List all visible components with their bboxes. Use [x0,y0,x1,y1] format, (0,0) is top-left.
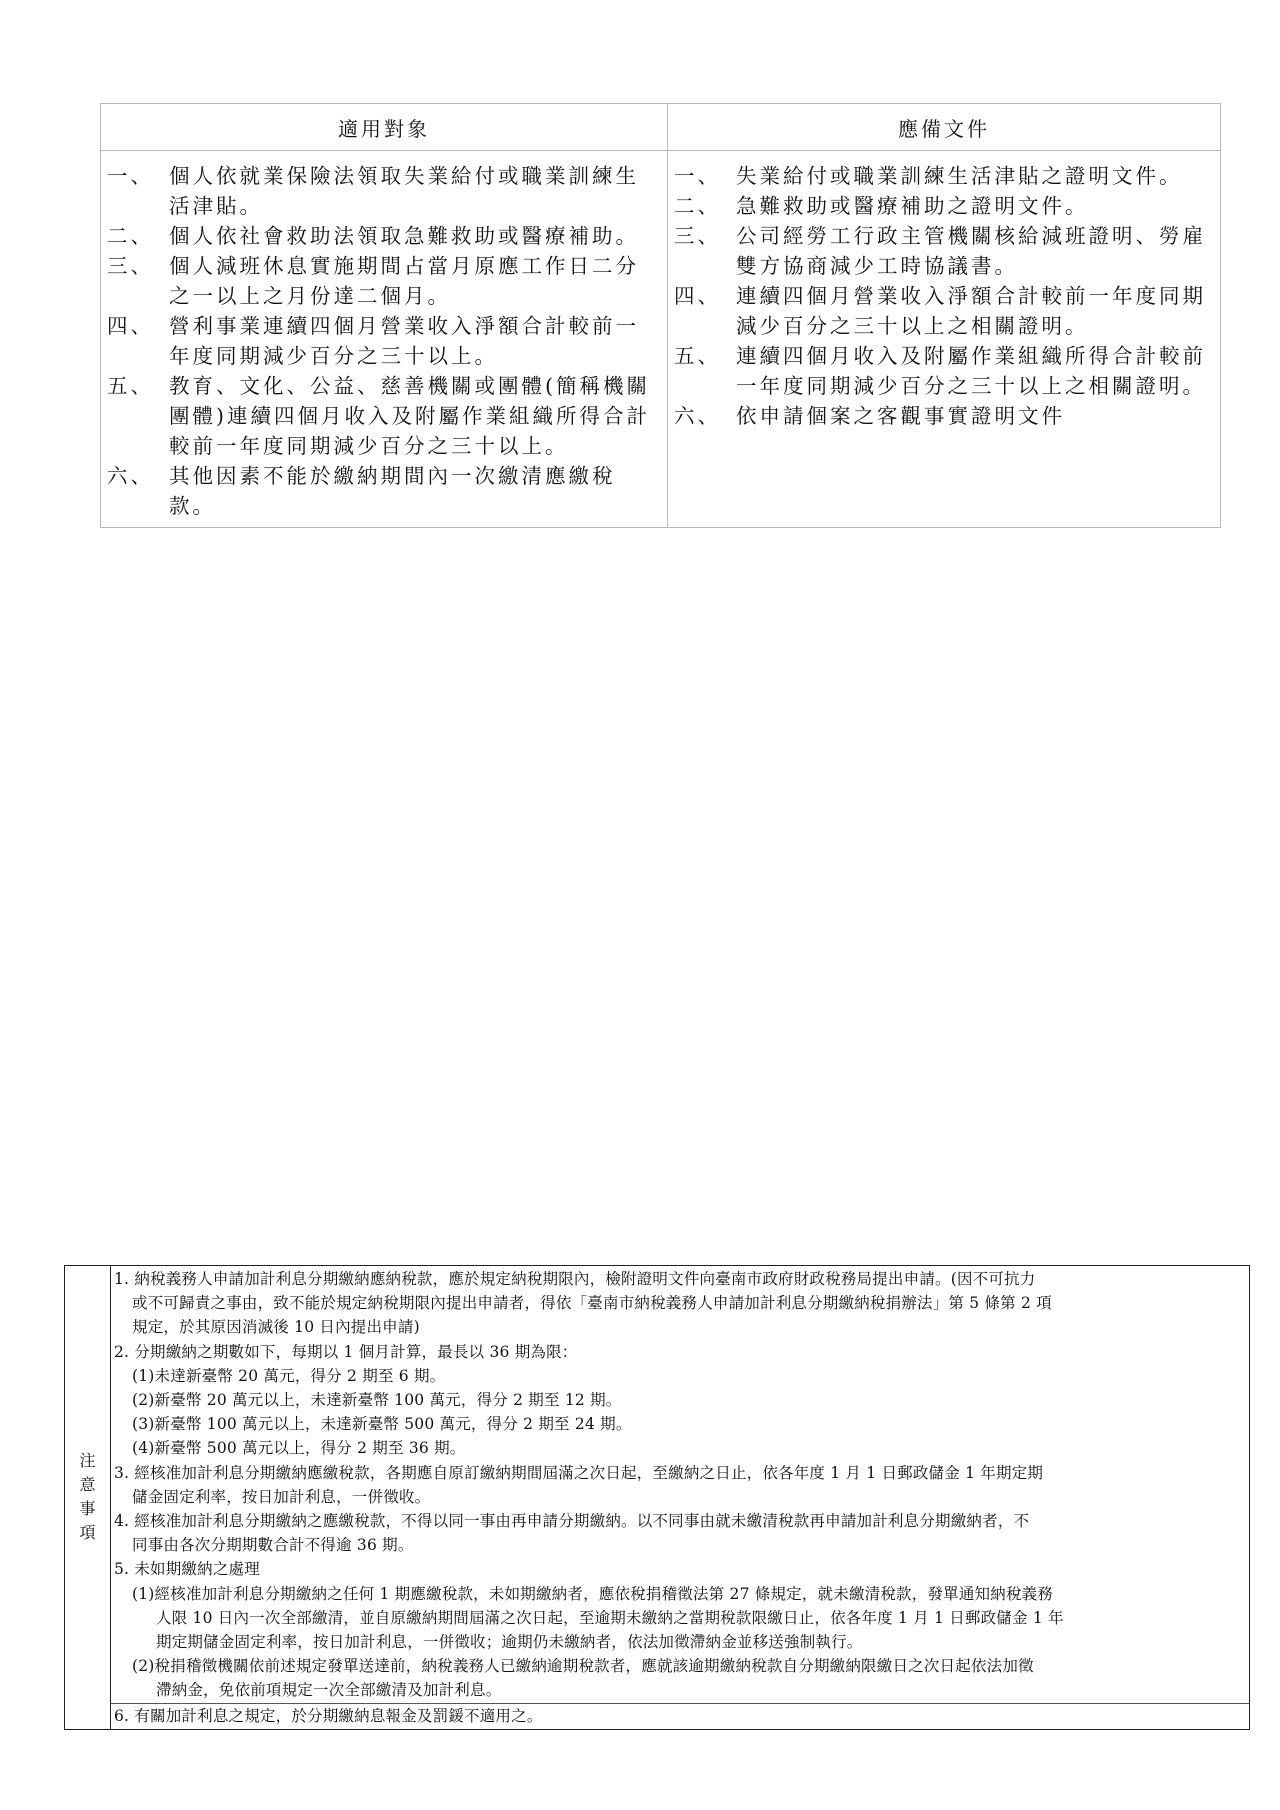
item-number: 三、 [107,254,154,278]
item-text: 急難救助或醫療補助之證明文件。 [736,194,1089,218]
item-number: 四、 [674,284,721,308]
item-number: 四、 [107,314,154,338]
item-text: 失業給付或職業訓練生活津貼之證明文件。 [736,164,1183,188]
header-applicable-subjects: 適用對象 [101,104,668,151]
note-line: 期定期儲金固定利率，按日加計利息，一併徵收；逾期仍未繳納者，依法加徵滯納金並移送強制執行。 [156,1633,863,1652]
item-text: 其他因素不能於繳納期間內一次繳清應繳稅款。 [169,464,616,518]
note-line: 規定，於其原因消滅後 10 日內提出申請) [132,1318,420,1337]
note-line: 1. 納稅義務人申請加計利息分期繳納應納稅款，應於規定納稅期限內，檢附證明文件向臺南市政府財政稅務局提出申請。(因不可抗力 [114,1270,1036,1288]
list-item [674,161,1214,191]
note-line: (2)新臺幣 20 萬元以上，未達新臺幣 100 萬元，得分 2 期至 12 期。 [132,1391,622,1410]
list-item [107,221,661,251]
item-number: 六、 [107,464,154,488]
list-item [674,341,1214,401]
item-text: 連續四個月營業收入淨額合計較前一年度同期減少百分之三十以上之相關證明。 [736,284,1206,338]
note-line: 6. 有關加計利息之規定，於分期繳納息報金及罰鍰不適用之。 [114,1706,543,1725]
note-line: 2. 分期繳納之期數如下，每期以 1 個月計算，最長以 36 期為限： [114,1342,578,1361]
list-item [107,371,661,461]
note-line: 4. 經核准加計利息分期繳納之應繳稅款，不得以同一事由再申請分期繳納。以不同事由就未繳清稅款再申請加計利息分期繳納者，不 [114,1512,1030,1531]
applicable-subjects-cell [101,151,668,528]
note-line: (1)經核准加計利息分期繳納之任何 1 期應繳稅款，未如期繳納者，應依稅捐稽徵法第 27 條規定，就未繳清稅款，發單通知納稅義務 [132,1584,1054,1603]
list-item [674,221,1214,281]
list-item [674,281,1214,341]
item-text: 連續四個月收入及附屬作業組織所得合計較前一年度同期減少百分之三十以上之相關證明。 [736,344,1206,398]
note-line: (4)新臺幣 500 萬元以上，得分 2 期至 36 期。 [132,1439,466,1458]
notes-label-char: 事 [79,1499,96,1519]
item-number: 二、 [674,194,721,218]
notes-content [111,1266,1250,1730]
item-text: 個人依就業保險法領取失業給付或職業訓練生活津貼。 [169,164,639,218]
notes-label-char: 意 [79,1475,96,1495]
header-required-documents: 應備文件 [668,104,1221,151]
notes-table [64,1265,1250,1730]
item-number: 五、 [674,344,721,368]
item-text: 依申請個案之客觀事實證明文件 [736,404,1065,428]
list-item [674,191,1214,221]
note-line: (1)未達新臺幣 20 萬元，得分 2 期至 6 期。 [132,1366,446,1385]
eligibility-documents-table [100,103,1221,528]
item-text: 個人依社會救助法領取急難救助或醫療補助。 [169,224,639,248]
required-documents-cell [668,151,1221,528]
item-number: 五、 [107,374,154,398]
list-item [107,161,661,221]
note-line: 滯納金，免依前項規定一次全部繳清及加計利息。 [156,1681,502,1700]
item-number: 六、 [674,404,721,428]
item-text: 營利事業連續四個月營業收入淨額合計較前一年度同期減少百分之三十以上。 [169,314,639,368]
item-text: 公司經勞工行政主管機關核給減班證明、勞雇雙方協商減少工時協議書。 [736,224,1206,278]
notes-label [65,1266,111,1730]
list-item [107,251,661,311]
note-line: (3)新臺幣 100 萬元以上，未達新臺幣 500 萬元，得分 2 期至 24 期。 [132,1415,632,1434]
list-item [107,461,661,521]
item-number: 三、 [674,224,721,248]
note-line: 人限 10 日內一次全部繳清，並自原繳納期間屆滿之次日起，至逾期未繳納之當期稅款限繳日止，依各年度 1 月 1 日郵政儲金 1 年 [156,1608,1064,1627]
item-text: 教育、文化、公益、慈善機關或團體(簡稱機關團體)連續四個月收入及附屬作業組織所得合計較前一年度同期減少百分之三十以上。 [169,374,650,458]
note-line: 儲金固定利率，按日加計利息，一併徵收。 [132,1487,431,1506]
note-line: 3. 經核准加計利息分期繳納應繳稅款，各期應自原訂繳納期間屆滿之次日起，至繳納之日止，依各年度 1 月 1 日郵政儲金 1 年期定期 [114,1463,1044,1482]
item-number: 一、 [107,164,154,188]
notes-label-char: 項 [79,1523,96,1543]
note-line: 5. 未如期繳納之處理 [114,1560,260,1579]
list-item [674,401,1214,431]
list-item [107,311,661,371]
note-line: (2)稅捐稽徵機關依前述規定發單送達前，納稅義務人已繳納逾期稅款者，應就該逾期繳納稅款自分期繳納限繳日之次日起依法加徵 [132,1657,1034,1676]
notes-label-char: 注 [79,1451,96,1471]
note-line: 同事由各次分期期數合計不得逾 36 期。 [132,1536,414,1555]
item-number: 一、 [674,164,721,188]
note-line: 或不可歸責之事由，致不能於規定納稅期限內提出申請者，得依「臺南市納稅義務人申請加計利息分期繳納稅捐辦法」第 5 條第 2 項 [132,1294,1052,1313]
item-text: 個人減班休息實施期間占當月原應工作日二分之一以上之月份達二個月。 [169,254,639,308]
item-number: 二、 [107,224,154,248]
